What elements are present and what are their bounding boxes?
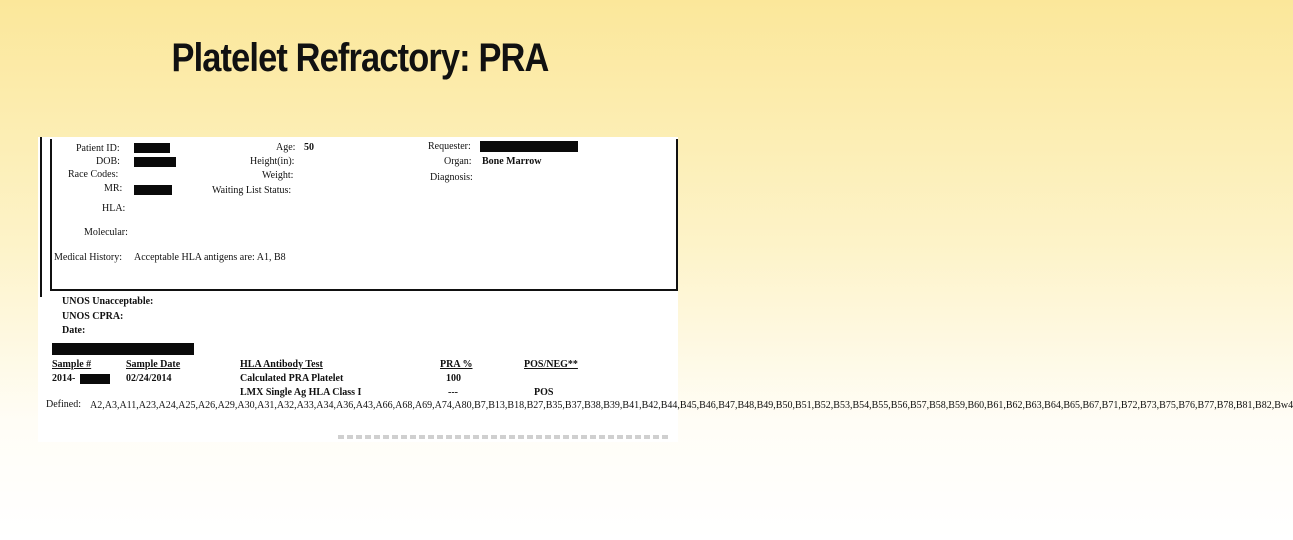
row1-sample: 2014- (52, 373, 76, 384)
waiting-list-label: Waiting List Status: (212, 185, 292, 196)
cut-off-text (338, 435, 668, 439)
age-label: Age: (276, 142, 296, 153)
redacted-mr (134, 185, 172, 195)
organ-label: Organ: (444, 156, 472, 167)
row2-test: LMX Single Ag HLA Class I (240, 387, 362, 398)
row2-pra: --- (448, 387, 458, 398)
col-pra: PRA % (440, 359, 473, 370)
mr-label: MR: (104, 183, 123, 194)
unos-unacceptable-label: UNOS Unacceptable: (62, 296, 154, 307)
requester-label: Requester: (428, 141, 471, 152)
col-sample: Sample # (52, 359, 92, 370)
redacted-requester (480, 141, 578, 152)
hla-label: HLA: (102, 203, 126, 214)
redacted-patient-id (134, 143, 170, 153)
defined-label: Defined: (46, 399, 81, 410)
unos-cpra-label: UNOS CPRA: (62, 311, 124, 322)
defined-antigens: A2,A3,A11,A23,A24,A25,A26,A29,A30,A31,A32,A33,A34,A36,A43,A66,A68,A69,A74,A80,B7,B13,B18,B27,B35,B37,B38,B39,B41,B42,B44,B45,B46,B47,B48,B49,B50,B51,B52,B53,B54,B55,B56,B57,B58,B59,B60,B61,B62,B63,B64,B65,B67,B71,B72,B73,B75,B76,B77,B78,B81,B82,Bw4 (90, 400, 1293, 411)
dob-label: DOB: (96, 156, 120, 167)
slide-title: Platelet Refractory: PRA (171, 36, 549, 80)
col-sample-date: Sample Date (126, 359, 181, 370)
diagnosis-label: Diagnosis: (430, 172, 473, 183)
redacted-sample-number (80, 374, 110, 384)
row1-pra: 100 (446, 373, 461, 384)
height-label: Height(in): (250, 156, 295, 167)
frame-edge (40, 137, 42, 297)
weight-label: Weight: (262, 170, 294, 181)
row2-posneg: POS (534, 387, 554, 398)
medical-history-value: Acceptable HLA antigens are: A1, B8 (134, 252, 286, 263)
molecular-label: Molecular: (84, 227, 128, 238)
col-test: HLA Antibody Test (240, 359, 323, 370)
medical-history-label: Medical History: (54, 252, 123, 263)
col-posneg: POS/NEG** (524, 359, 578, 370)
scanned-report (38, 137, 1293, 442)
redacted-dob (134, 157, 176, 167)
row1-date: 02/24/2014 (126, 373, 172, 384)
race-codes-label: Race Codes: (68, 169, 119, 180)
age-value: 50 (304, 142, 314, 153)
row1-test: Calculated PRA Platelet (240, 373, 344, 384)
patient-id-label: Patient ID: (76, 143, 120, 154)
organ-value: Bone Marrow (482, 156, 542, 167)
redacted-block (52, 343, 194, 355)
unos-date-label: Date: (62, 325, 86, 336)
